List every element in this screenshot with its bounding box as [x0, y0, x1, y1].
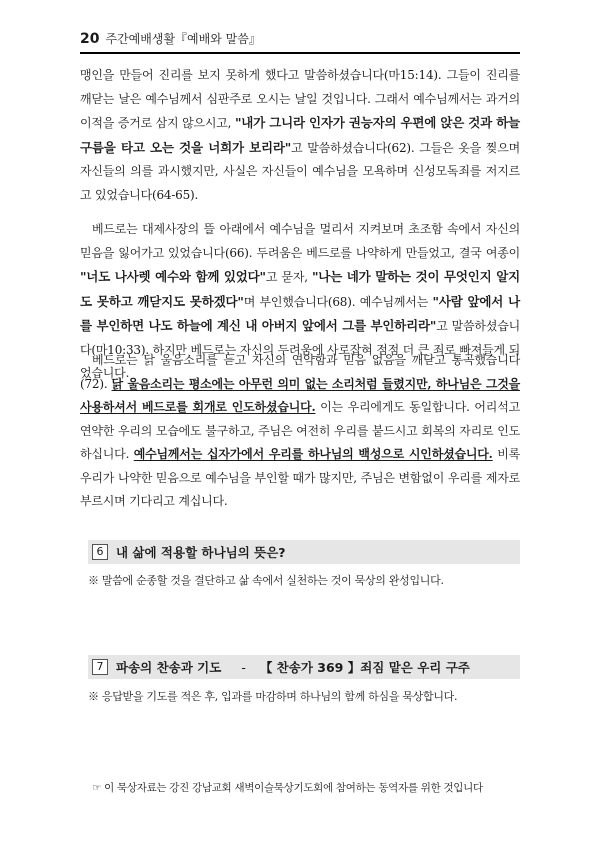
- p2-run-5: "사람 앞에서 나를 부인하면 나도 하늘에 계신 내 아버지 앞에서 그를 부인하리라": [80, 293, 520, 333]
- pointing-hand-icon: ☞: [92, 782, 102, 794]
- footer: [92, 780, 483, 795]
- section-6-note: ※ 말씀에 순종할 것을 결단하고 삶 속에서 실천하는 것이 묵상의 완성입니다.: [88, 574, 444, 587]
- p3-run-2: 이는 우리에게도 동일합니다. 어리석고 연약한 우리의 모습에도 불구하고, 주님은 여전히 우리를 붙드시고 회복의 자리로 인도하십니다.: [80, 400, 520, 461]
- header-divider: [80, 52, 520, 54]
- section-7-number: 7: [92, 659, 108, 675]
- section-6-header: [88, 540, 520, 564]
- p2-run-0: 베드로는 대제사장의 뜰 아래에서 예수님을 멀리서 지켜보며 초조함 속에서 자신의 믿음을 잃어가고 있었습니다(66). 두려움은 베드로를 나약하게 만들었고, 결국 여종이: [80, 222, 520, 260]
- p3-run-0: 베드로는 닭 울음소리를 듣고 자신의 연약함과 믿음 없음을 깨닫고 통곡했습니다(72).: [80, 353, 520, 391]
- paragraph-1: [80, 64, 520, 207]
- section-7-note: ※ 응답받을 기도를 적은 후, 입과를 마감하며 하나님의 함께 하심을 묵상합니다.: [88, 690, 458, 703]
- p3-run-4: 비록 우리가 나약한 믿음으로 예수님을 부인할 때가 많지만, 주님은 변함없이 우리를 제자로 부르시며 기다리고 계십니다.: [80, 447, 520, 508]
- page-header: [80, 30, 261, 50]
- p2-run-3: "나는 네가 말하는 것이 무엇인지 알지도 못하고 깨닫지도 못하겠다": [80, 269, 520, 309]
- p3-run-3: 예수님께서는 십자가에서 우리를 하나님의 백성으로 시인하셨습니다.: [133, 447, 493, 461]
- section-7-dash: -: [241, 659, 246, 675]
- p2-run-1: "너도 나사렛 예수와 함께 있었다": [80, 269, 266, 284]
- section-7-hymn: 【 찬송가 369 】죄짐 맡은 우리 구주: [259, 660, 470, 675]
- section-7-header: [88, 655, 520, 679]
- page-number: 20: [80, 31, 100, 47]
- p1-run-2: 고 말씀하셨습니다(62). 그들은 옷을 찢으며 자신들의 의를 과시했지만, 사실은 자신들이 예수님을 모욕하며 신성모독죄를 저지르고 있었습니다(64-65).: [80, 140, 520, 202]
- section-6-title: 내 삶에 적용할 하나님의 뜻은?: [116, 545, 286, 560]
- p2-run-2: 고 묻자,: [265, 270, 312, 284]
- p3-run-1: 닭 울음소리는 평소에는 아무런 의미 없는 소리처럼 들렸지만, 하나님은 그것을 사용하셔서 베드로를 회개로 인도하셨습니다.: [80, 376, 521, 414]
- header-title: 주간예배생활『예배와 말씀』: [105, 32, 261, 46]
- section-6-number: 6: [92, 544, 108, 560]
- p2-run-6: 고 말씀하셨습니다(마10:33). 하지만 베드로는 자신의 두려움에 사로잡혀 점점 더 큰 죄로 빠져들게 되었습니다.: [80, 319, 520, 380]
- footer-text: 이 묵상자료는 강진 강남교회 새벽이슬묵상기도회에 참여하는 동역자를 위한 것입니다: [104, 782, 483, 794]
- paragraph-3: [80, 349, 520, 514]
- p1-run-1: "내가 그니라 인자가 권능자의 우편에 앉은 것과 하늘 구름을 타고 오는 것을 너희가 보리라": [80, 115, 520, 155]
- p2-run-4: 며 부인했습니다(68). 예수님께서는: [243, 294, 433, 309]
- p1-run-0: 맹인을 만들어 진리를 보지 못하게 했다고 말씀하셨습니다(마15:14). 그들이 진리를 깨닫는 날은 예수님께서 심판주로 오시는 날일 것입니다. 그래서 예수님께서는 과거의 이적을 증거로 삼지 않으시고,: [80, 68, 520, 130]
- section-7-title: 파송의 찬송과 기도: [116, 660, 222, 675]
